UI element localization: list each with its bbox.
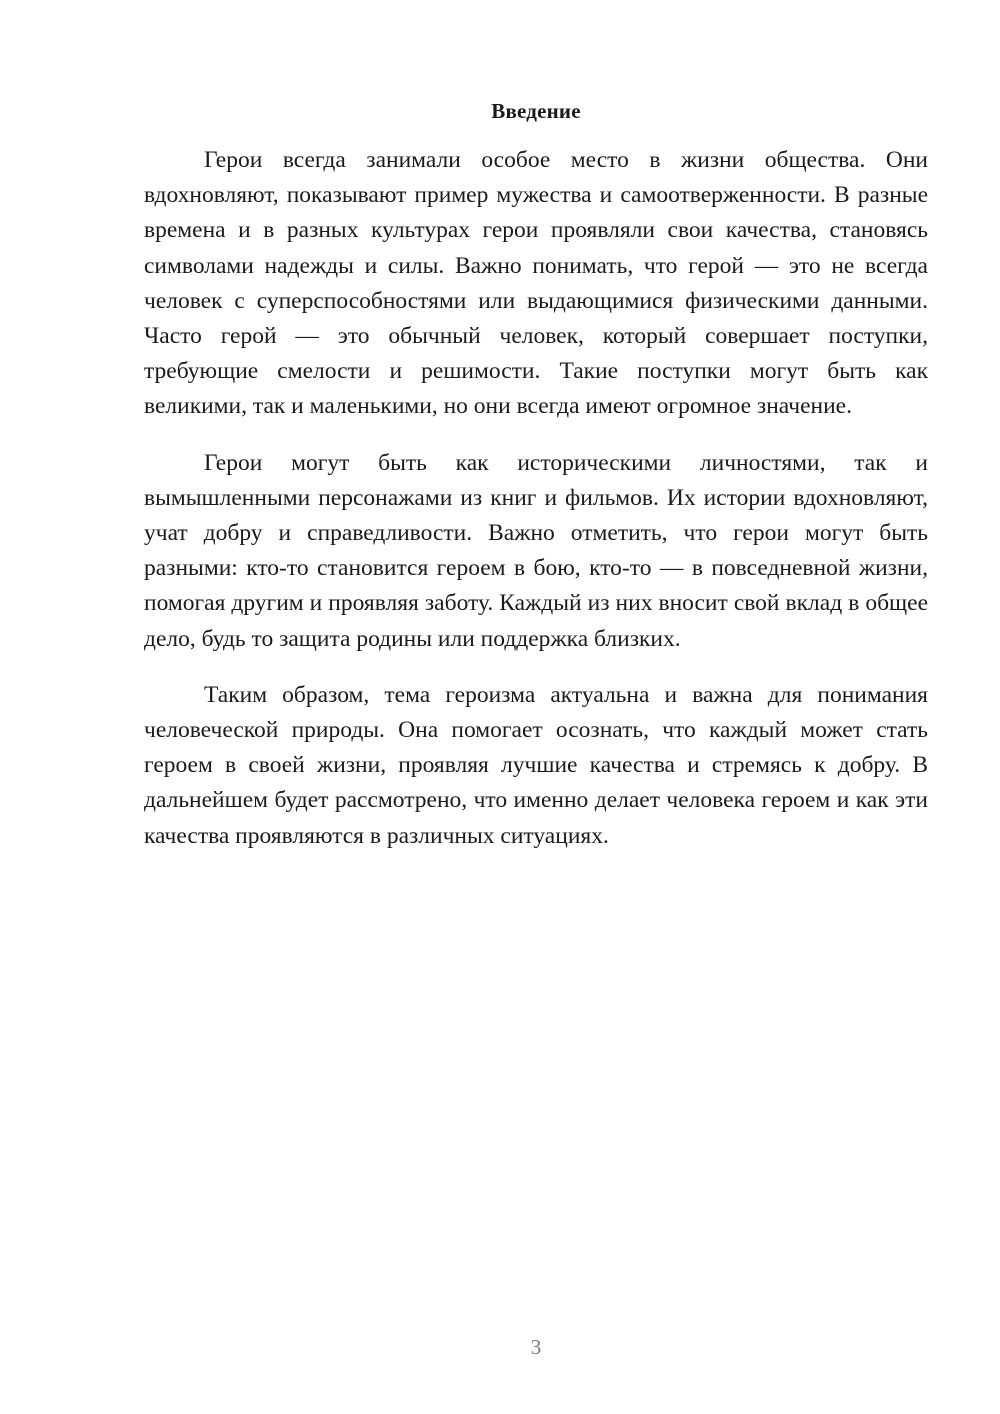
page-number: 3 [530, 1335, 542, 1359]
paragraph-3: Таким образом, тема героизма актуальна и важна для понимания человеческой природы. Она помогает осознать, что каждый может стать героем в своей жизни, проявляя лучшие качества и стремясь к добру. В дальнейшем будет рассмотрено, что именно делает человека героем и как эти качества проявляются в различных ситуациях. [144, 681, 928, 849]
paragraph-1: Герои всегда занимали особое место в жизни общества. Они вдохновляют, показывают пример мужества и самоотверженности. В разные времена и в разных культурах герои проявляли свои качества, становясь символами надежды и силы. Важно понимать, что герой — это не всегда человек с суперспособностями или выдающимися физическими данными. Часто герой — это обычный человек, который совершает поступки, требующие смелости и решимости. Такие поступки могут быть как великими, так и маленькими, но они всегда имеют огромное значение. [144, 147, 928, 420]
paragraph-2: Герои могут быть как историческими личностями, так и вымышленными персонажами из книг и фильмов. Их истории вдохновляют, учат добру и справедливости. Важно отметить, что герои могут быть разными: кто-то становится героем в бою, кто-то — в повседневной жизни, помогая другим и проявляя заботу. Каждый из них вносит свой вклад в общее дело, будь то защита родины или поддержка близких. [144, 449, 928, 652]
section-heading: Введение [491, 99, 581, 123]
body-text [144, 143, 928, 875]
